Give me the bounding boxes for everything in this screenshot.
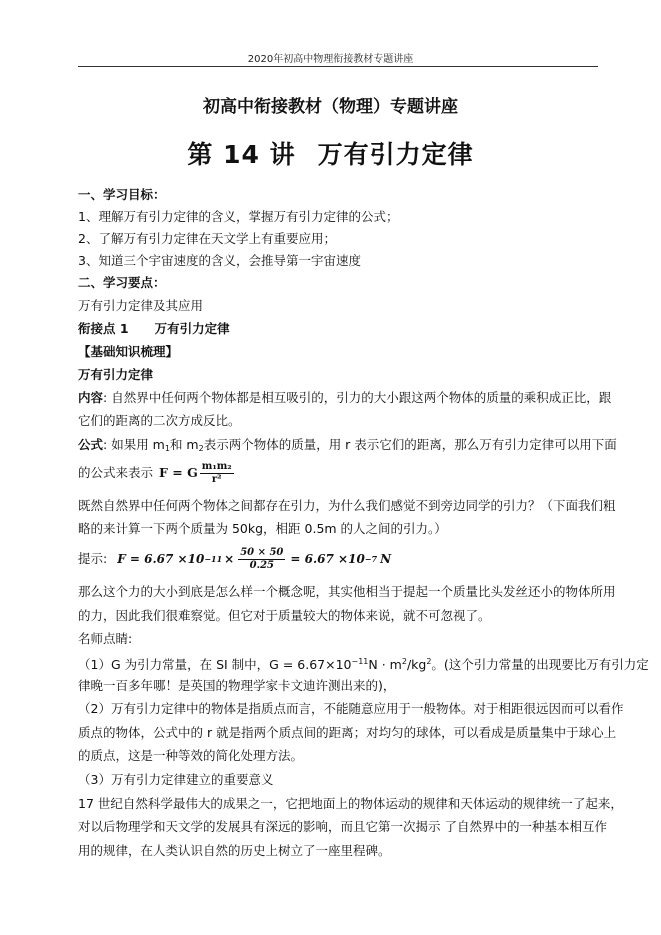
link-point-heading [78,320,588,338]
formula-text-c: 表示两个物体的质量，用 r 表示它们的距离，那么万有引力定律可以用下面 [203,437,617,452]
section-heading-objectives: 一、学习目标： [78,187,166,202]
question-line-1: 既然自然界中任何两个物体之间都存在引力，为什么我们感觉不到旁边同学的引力？（下面我们粗 [78,498,616,513]
lesson-title [0,135,661,171]
formula-fraction [200,461,234,486]
running-header: 2020年初高中物理衔接教材专题讲座 [247,54,414,65]
gravitation-formula [159,461,236,486]
note-1-line-2: 律晚一百多年哪！是英国的物理学家卡文迪许测出来的)， [78,678,396,693]
formula-text-b: 和 m [169,437,199,452]
paragraph-1-line-2: 的力，因此我们很难察觉。但它对于质量较大的物体来说，就不可忽视了。 [78,608,491,623]
formula-lhs: F = G [159,465,198,480]
content-line-2: 它们的距离的二次方成反比。 [78,413,241,428]
paragraph-2-line-2: 对以后物理学和天文学的发展具有深远的影响，而且它第一次揭示 了自然界中的一种基本相互作 [78,819,607,834]
note-1-text-a: （1）G 为引力常量，在 SI 制中，G = 6.67×10 [78,657,352,672]
note-2-line-2: 质点的物体，公式中的 r 就是指两个质点间的距离；对均匀的球体，可以看成是质量集中于球心上 [78,725,617,740]
paragraph-2-line-1: 17 世纪自然科学最伟大的成果之一，它把地面上的物体运动的规律和天体运动的规律统一了起来， [78,796,623,811]
hint-times: × [224,552,235,566]
note-3-line-1: （3）万有引力定律建立的重要意义 [78,772,274,787]
hint-rhs: = 6.67 ×10 [290,552,365,566]
teacher-note-heading: 名师点睛: [78,631,133,646]
hint-fraction [238,547,285,572]
formula-numerator: m₁m₂ [201,460,232,472]
note-1-text-b: N · m [368,657,402,672]
hint-lhs: F = 6.67 ×10 [117,552,205,566]
objective-item-1: 1、理解万有引力定律的含义，掌握万有引力定律的公式； [78,209,399,224]
link-point-title: 万有引力定律 [154,321,230,336]
note-1-square-2: 2 [426,657,432,666]
note-1-text-d: 。(这个引力常量的出现要比万有引力定 [431,657,649,672]
formula-line-2 [78,460,588,486]
note-1-exponent: −11 [351,657,369,666]
content-label: 内容 [78,390,104,405]
hint-label: 提示: [78,551,108,566]
note-1-line-1 [78,653,649,674]
question-line-2: 略的来计算一下两个质量为 50kg，相距 0.5m 的人之间的引力。） [78,521,447,536]
formula-denominator: r² [211,473,222,485]
hint-numerator: 50 × 50 [240,546,284,558]
hint-calculation [117,547,391,572]
formula-intro: 的公式来表示 [78,465,154,480]
key-point: 万有引力定律及其应用 [78,298,204,313]
note-1-square: 2 [401,657,407,666]
note-1-text-c: /kg [406,657,427,672]
header-divider [78,66,598,67]
lesson-number: 第 14 讲 [187,140,296,169]
formula-line-1: 公式: 如果用 $m_1$和 $m_2$表示两个物体的质量，用 r 表示它们的距离，那么万有引力定律可以用下面 [78,437,617,453]
hint-unit: N [380,552,392,566]
hint-exponent-1: −11 [204,554,223,564]
content-text-1: : 自然界中任何两个物体都是相互吸引的，引力的大小跟这两个物体的质量的乘积成正比，跟 [103,390,612,405]
link-point-label: 衔接点 1 [78,321,129,336]
formula-text-a: : 如果用 m [103,437,165,452]
hint-exponent-2: −7 [364,554,378,564]
formula-label: 公式 [78,437,104,452]
hint-denominator: 0.25 [249,559,274,571]
section-heading-key-points: 二、学习要点： [78,275,166,290]
series-title: 初高中衔接教材（物理）专题讲座 [203,97,458,117]
lesson-topic: 万有引力定律 [317,140,474,169]
content-line-1 [78,389,612,407]
paragraph-1-line-1: 那么这个力的大小到底是怎么样一个概念呢，其实他相当于提起一个质量比头发丝还小的物体所用 [78,584,616,599]
note-2-line-3: 的质点，这是一种等效的简化处理方法。 [78,748,304,763]
objective-item-3: 3、知道三个宇宙速度的含义，会推导第一宇宙速度 [78,253,361,268]
hint-line [78,544,588,574]
note-2-line-1: （2）万有引力定律中的物体是指质点而言，不能随意应用于一般物体。对于相距很远因而可以看作 [78,701,624,716]
paragraph-2-line-3: 用的规律，在人类认识自然的历史上树立了一座里程碑。 [78,843,391,858]
law-heading: 万有引力定律 [78,367,154,382]
objective-item-2: 2、了解万有引力定律在天文学上有重要应用； [78,231,336,246]
basic-knowledge-heading: 【基础知识梳理】 [78,344,179,359]
